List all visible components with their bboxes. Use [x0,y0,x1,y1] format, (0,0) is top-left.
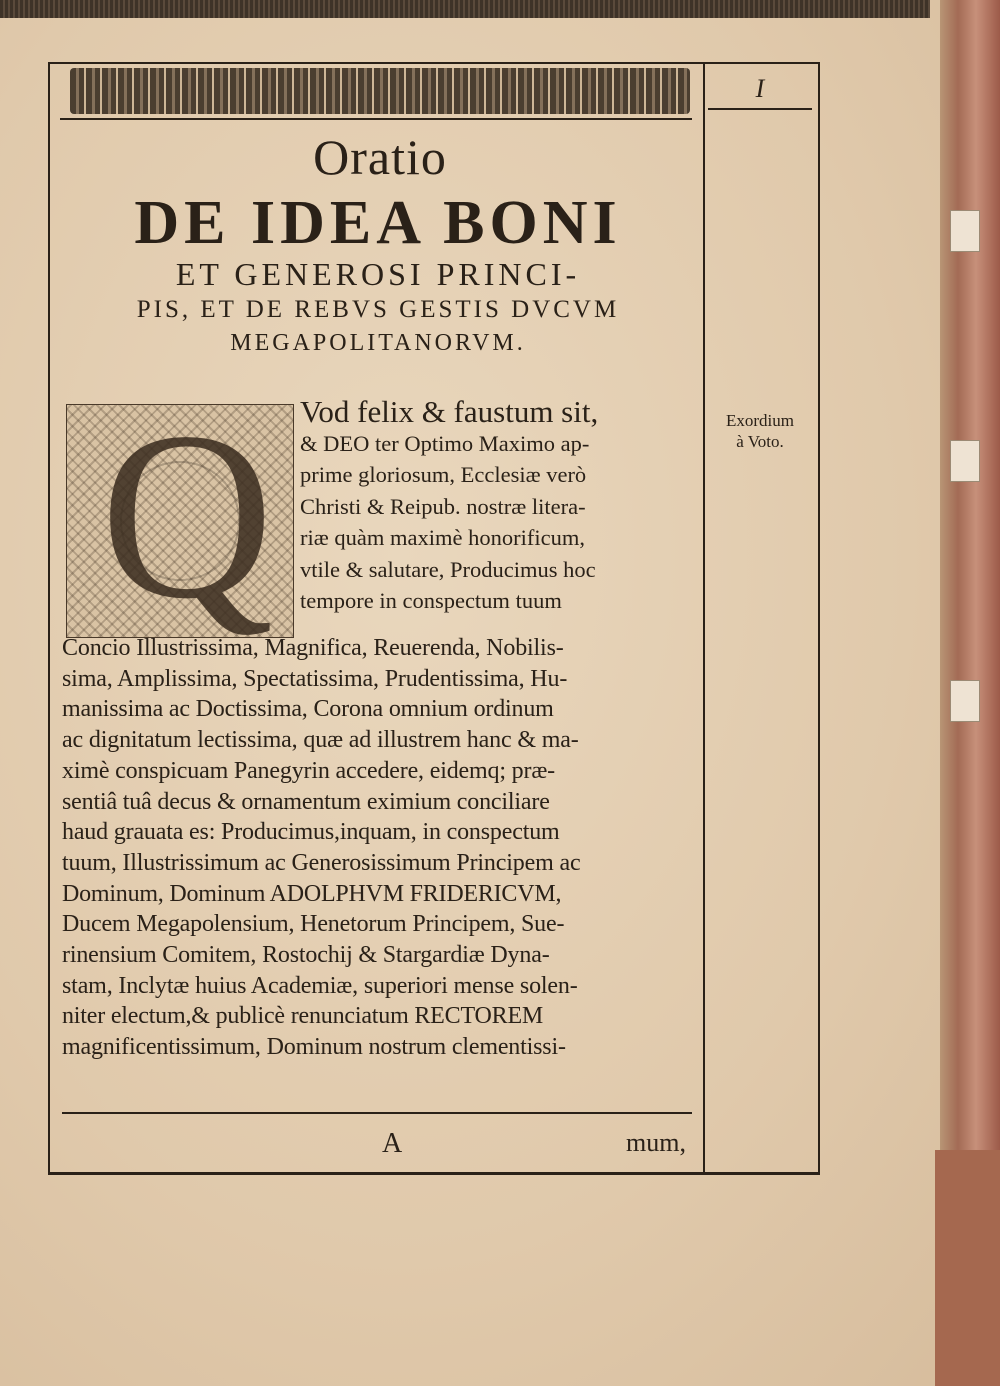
body-line: Concio Illustrissima, Magnifica, Reuerenda, Nobilis- [62,635,564,661]
page-tab [950,440,980,482]
header-rule [60,118,692,120]
book-cover-edge [935,1150,1000,1386]
body-line: Vod felix & faustum sit, [300,394,599,429]
footer-rule [62,1112,692,1114]
title-line-3: ET GENEROSI PRINCI- [175,256,581,292]
ornament-headpiece [70,68,690,114]
body-line: tempore in conspectum tuum [300,588,562,613]
title-line-5: MEGAPOLITANORVM. [230,330,526,356]
body-line: niter electum,& publicè renunciatum RECTOREM [62,1003,544,1030]
body-line: haud grauata es: Producimus,inquam, in conspectum [62,819,560,846]
margin-note-line: à Voto. [736,432,784,451]
folio-number: I [755,74,765,103]
body-line: Christi & Reipub. nostræ litera- [300,493,586,519]
margin-divider [703,62,705,1172]
body-line: tuum, Illustrissimum ac Generosissimum Principem ac [62,849,581,876]
body-line: ac dignitatum lectissima, quæ ad illustrem hanc & ma- [62,727,579,754]
catchword: mum, [626,1128,686,1157]
title-line-1: Oratio [313,129,447,185]
body-line: magnificentissimum, Dominum nostrum clementissi- [62,1034,566,1061]
body-line: Ducem Megapolensium, Henetorum Principem, Sue- [62,911,565,938]
folio-rule [708,108,812,110]
body-line: stam, Inclytæ huius Academiæ, superiori mense solen- [62,972,578,999]
book-top-edge [0,0,930,18]
title-line-2: DE IDEA BONI [134,189,622,257]
title-line-4: PIS, ET DE REBVS GESTIS DVCVM [136,296,620,323]
body-line: Dominum, Dominum ADOLPHVM FRIDERICVM, [62,880,562,907]
body-line: rinensium Comitem, Rostochij & Stargardiæ Dyna- [62,942,550,969]
body-text-top [300,396,700,617]
body-line: vtile & salutare, Producimus hoc [300,556,596,582]
page-tab [950,680,980,722]
decorated-initial [66,404,294,638]
signature-mark: A [382,1128,403,1159]
body-line: manissima ac Doctissima, Corona omnium ordinum [62,696,554,723]
margin-note-line: Exordium [726,411,794,430]
body-line: riæ quàm maximè honorificum, [300,525,585,550]
margin-note [708,410,812,452]
body-text [62,633,702,1063]
body-line: & DEO ter Optimo Maximo ap- [300,430,590,456]
page-tab [950,210,980,252]
body-line: prime gloriosum, Ecclesiæ verò [300,462,587,487]
body-line: ximè conspicuam Panegyrin accedere, eidemq; præ- [62,757,555,784]
body-line: sima, Amplissima, Spectatissima, Prudentissima, Hu- [62,665,568,692]
initial-letter: Q [100,404,274,638]
body-line: sentiâ tuâ decus & ornamentum eximium conciliare [62,788,550,815]
